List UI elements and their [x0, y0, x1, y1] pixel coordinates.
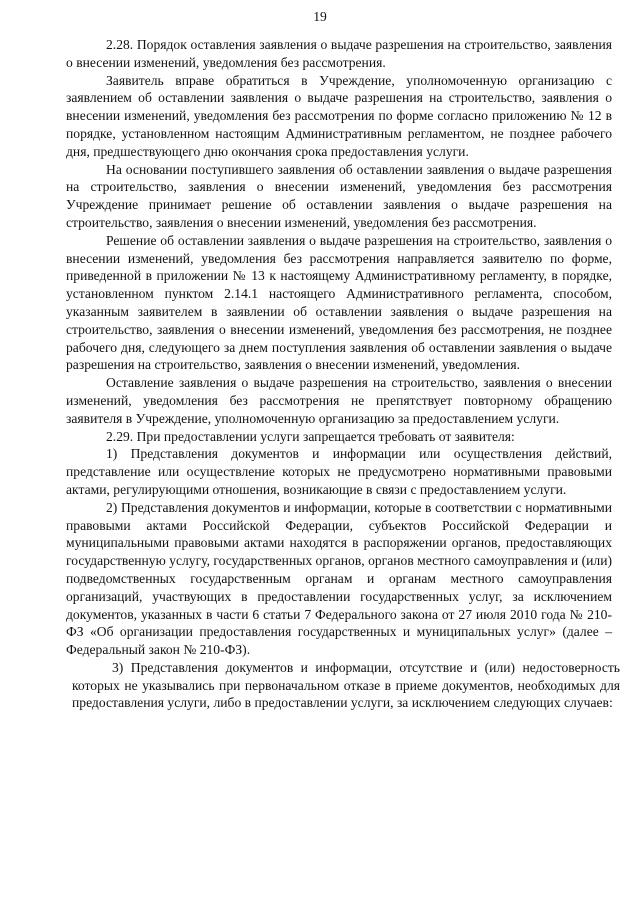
- paragraph-2-29-heading: 2.29. При предоставлении услуги запрещается требовать от заявителя:: [106, 428, 515, 444]
- page-number: 19: [313, 9, 327, 24]
- paragraph-decision-sending: Решение об оставлении заявления о выдаче разрешения на строительство, заявления о внесении изменений, уведомления без рассмотрения направляется заявителю по форме, приведенной в приложении № 13 к настоящему Административному регламенту, в порядке, установленном пунктом 2.14.1 настоящего Административного регламента, способом, указанным заявителем в заявлении об оставлении заявления о выдаче разрешения на строительство, заявления о внесении изменений, уведомления без рассмотрения, не позднее рабочего дня, следующего за днем поступления заявления об оставлении заявления о выдаче разрешения на строительство, заявления о внесении изменений, уведомления.: [66, 232, 612, 373]
- list-item-2: 2) Представления документов и информации, которые в соответствии с нормативными правовыми актами Российской Федерации, субъектов Российской Федерации и муниципальными правовыми актами находятся в распоряжении органов, предоставляющих государственную услугу, государственных органов, органов местного самоуправления и (или) подведомственных государственным органам и органам местного самоуправления организаций, участвующих в предоставлении государственных услуг, за исключением документов, указанных в части 6 статьи 7 Федерального закона от 27 июля 2010 года № 210-ФЗ «Об организации предоставления государственных и муниципальных услуг» (далее – Федеральный закон № 210-ФЗ).: [66, 499, 612, 658]
- list-item-3: 3) Представления документов и информации, отсутствие и (или) недостоверность которых не указывались при первоначальном отказе в приеме документов, необходимых для предоставления услуги, либо в предоставлении услуги, за исключением следующих случаев:: [72, 659, 620, 711]
- list-item-1: 1) Представления документов и информации или осуществления действий, представление или осуществление которых не предусмотрено нормативными правовыми актами, регулирующими отношения, возникающие в связи с предоставлением услуги.: [66, 446, 612, 497]
- paragraph-applicant-right: Заявитель вправе обратиться в Учреждение, уполномоченную организацию с заявлением об оставлении заявления о выдаче разрешения на строительство, заявления о внесении изменений, уведомления без рассмотрения по форме согласно приложению № 12 в порядке, установленном настоящим Административным регламентом, не позднее рабочего дня, предшествующего дню окончания срока предоставления услуги.: [66, 72, 612, 159]
- paragraph-institution-decision: На основании поступившего заявления об оставлении заявления о выдаче разрешения на строительство, заявления о внесении изменений, уведомления без рассмотрения Учреждение принимает решение об оставлении заявления о выдаче разрешения на строительство, заявления о внесении изменений, уведомления без рассмотрения.: [66, 161, 612, 230]
- paragraph-repeat-application: Оставление заявления о выдаче разрешения на строительство, заявления о внесении изменений, уведомления без рассмотрения не препятствует повторному обращению заявителя в Учреждение, уполномоченную организацию за предоставлением услуги.: [66, 375, 612, 426]
- paragraph-2-28-heading: 2.28. Порядок оставления заявления о выдаче разрешения на строительство, заявления о внесении изменений, уведомления без рассмотрения.: [66, 37, 612, 70]
- document-body: [66, 36, 620, 712]
